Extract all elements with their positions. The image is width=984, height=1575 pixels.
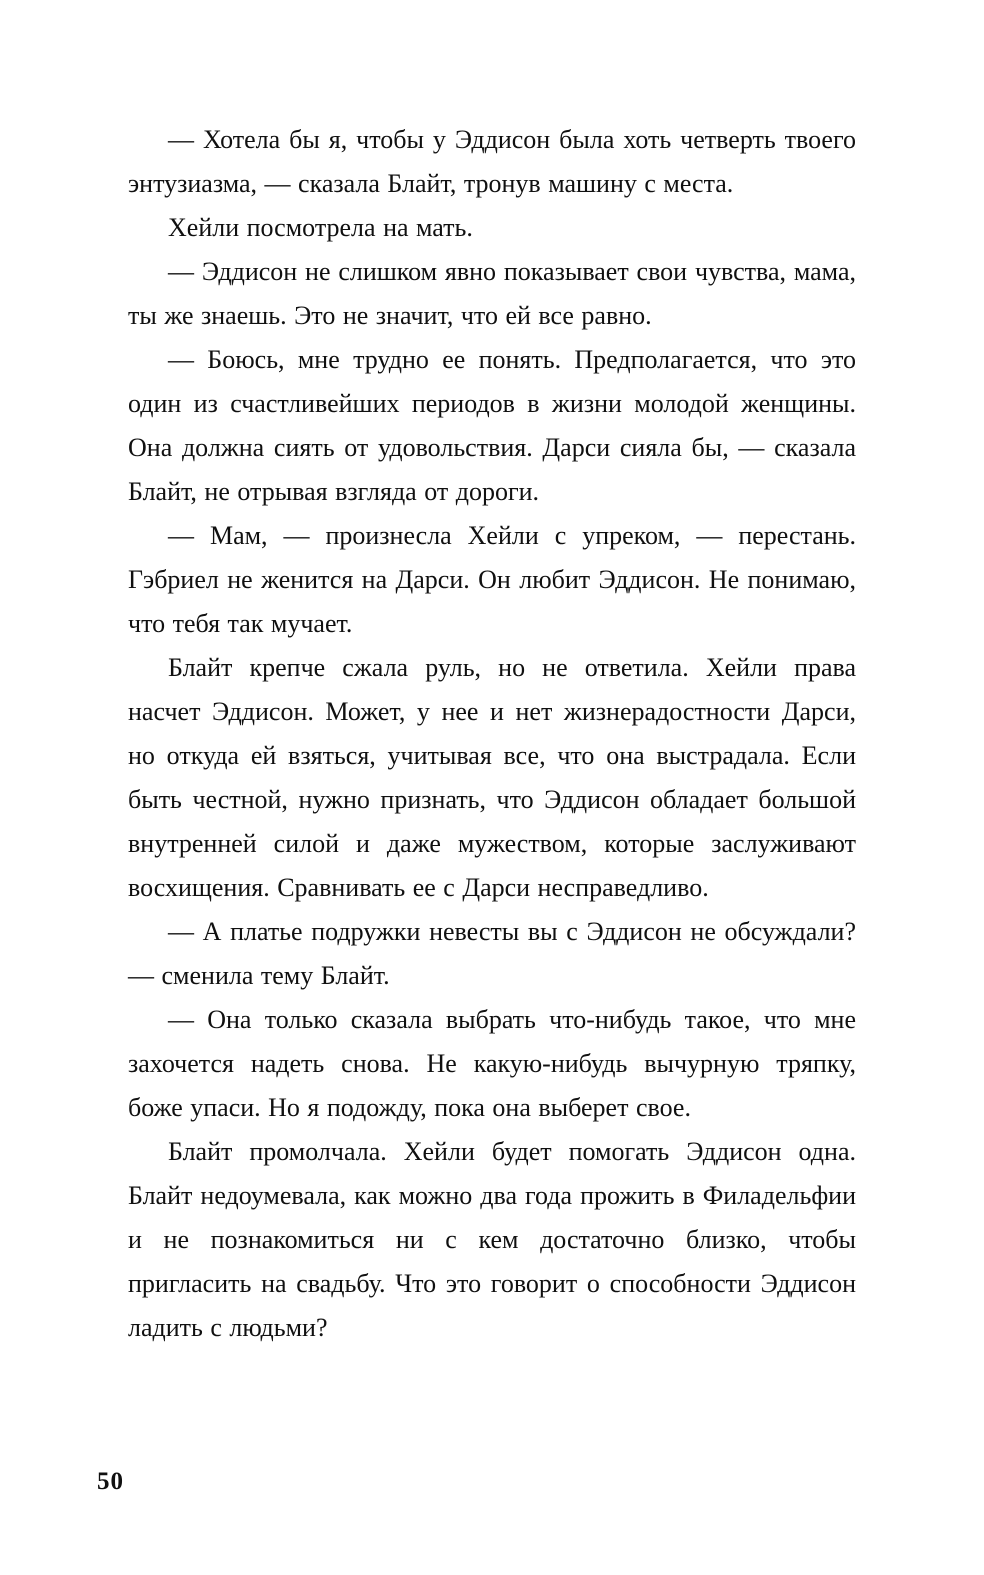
paragraph-narration-3: Блайт промолчала. Хейли будет помогать Эддисон одна. Блайт недоумевала, как можно два года прожить в Филадельфии и не познакомиться ни с кем достаточно близко, чтобы пригласить на свадьбу. Что это говорит о способности Эддисон ладить с людьми? (128, 1137, 856, 1342)
paragraph-dialogue-4: — Мам, — произнесла Хейли с упреком, — перестань. Гэбриел не женится на Дарси. Он любит Эддисон. Не понимаю, что тебя так мучает. (128, 521, 856, 638)
paragraph-dialogue-1: — Хотела бы я, чтобы у Эддисон была хоть четверть твоего энтузиазма, — сказала Блайт, тронув машину с места. (128, 125, 856, 198)
paragraph-dialogue-2: — Эддисон не слишком явно показывает свои чувства, мама, ты же знаешь. Это не значит, что ей все равно. (128, 257, 856, 330)
paragraph-dialogue-3: — Боюсь, мне трудно ее понять. Предполагается, что это один из счастливейших периодов в жизни молодой женщины. Она должна сиять от удовольствия. Дарси сияла бы, — сказала Блайт, не отрывая взгляда от дороги. (128, 345, 856, 506)
paragraph-dialogue-5: — А платье подружки невесты вы с Эддисон не обсуждали? — сменила тему Блайт. (128, 917, 856, 990)
text-block (128, 118, 856, 1350)
paragraph-narration-1: Хейли посмотрела на мать. (168, 213, 473, 242)
paragraph-dialogue-6: — Она только сказала выбрать что-нибудь такое, что мне захочется надеть снова. Не какую-нибудь вычурную тряпку, боже упаси. Но я подожду, пока она выберет свое. (128, 1005, 856, 1122)
paragraph-narration-2: Блайт крепче сжала руль, но не ответила. Хейли права насчет Эддисон. Может, у нее и нет жизнерадостности Дарси, но откуда ей взяться, учитывая все, что она выстрадала. Если быть честной, нужно признать, что Эддисон обладает большой внутренней силой и даже мужеством, которые заслуживают восхищения. Сравнивать ее с Дарси несправедливо. (128, 653, 856, 902)
page-number: 50 (97, 1468, 124, 1495)
